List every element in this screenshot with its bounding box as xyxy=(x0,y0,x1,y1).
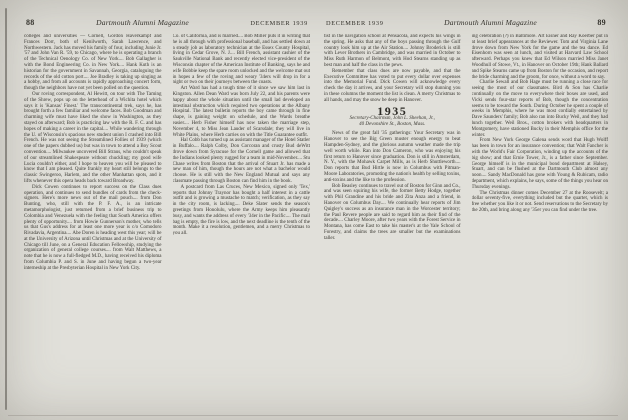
page-right-text-block xyxy=(324,34,608,392)
body-paragraph: Art Ward has had a tough time of it since we saw him last in Kingston. Allen Dean Ward was born July 22, and his parents were happy about the whole situation until the small lad developed an intestinal obstruction which required two operations at the Albany Hospital. The latest bulletin reports the boy came through in fine shape, is gaining weight on schedule, and the Wards breathe easier.... Herb Fisher himself has now taken the marriage step, November 4, to Miss Jean Lauder of Scarsdale; they will live in White Plains, where Herb carries on with the Title Guarantee outfit. xyxy=(172,86,310,138)
officer-line: 40 Devonshire St., Boston, Mass. xyxy=(359,122,426,128)
class-notes-1935 xyxy=(324,131,461,241)
page-right xyxy=(324,18,608,412)
body-paragraph: Dick Cowen continues to report success on the Class dues operation, and continues to send bundles of cards from the check-signers. Here's more news out of the mail pouch.... from Don Bunting, who, still with the P. F. A., is an intricate metamorphologist, just returned from a brief business trip to Colombia and Venezuela with the feeling that South America offers plenty of opportunity.... from Howie Gunnerson's mother, who tells us that Gus's address for at least one more year is c/o Comodoro Rivadavia, Argentina.... Abe Doren is heading west this year; will be at the University of Arizona until Christmas and at the University of Chicago till June, on a General Education Fellowship, studying the organization of general college courses.... from Walt Matthews, a note that he is now a full-fledged M.D., having received his diploma from Columbia P. and S. in June and having begun a two-year interneship at the Presbyterian Hospital in New York City. xyxy=(24,184,162,271)
text-column-2 xyxy=(173,34,311,392)
body-paragraph: Hal Cobb has turned up as assistant manager of the Hotel Statler in Buffalo.... Ralph Colby, Don Corcoran and crusty Bud deWitt drove down from Syracuse for the Cornell game and allowed that the Indians looked plenty rugged for a team in mid-November.... Stu Chase writes from Boston that the arrival of Stuart Jr. has made a new man of him, though the hours are not what a bachelor would choose. He is still with the New England Mutual and says any classmate passing through Boston can find him in the book. xyxy=(172,138,310,184)
class-notes-continued xyxy=(324,34,461,104)
body-paragraph: Co. of California, and is married.... Bob Miller puts it in writing that he is all through with professional baseball, and has settled down at a steady job as laboratory technician at the Essex County Hospital, living in Cedar Grove, N. J.... Bill French, assistant cashier of the Saukville National Bank and recently elected vice-president of the Wisconsin chapter of the American Institute of Banking, says he and wife Bobbie keep the spare room unlocked and the welcome mat out in hopes a few of the roving and weary '34ers will drop in for a night or two on their journeys between the coasts. xyxy=(172,34,310,86)
body-paragraph: ing celebration (?) in Baltimore. Art Eisner and Ray Koerber put in at least brief appearances at the Reviewer. Tom and Virginia Lane drove down from New York for the game and the tea dance. Ed Eisenhorn was seen at lunch, and visited at Harvard Law School afterward. Perhaps you knew that Ed Wilson married Miss Janet Woodhull of Stowe, Vt., in Hanover on October 19th; Hank Ballard and Spike Stearns came up from Boston for the occasion, and report the bride charming and the groom, for once, without a word to say. xyxy=(471,34,608,80)
page-right-header xyxy=(324,18,608,27)
text-column-1 xyxy=(24,34,162,392)
body-paragraph: A postcard from Las Cruces, New Mexico, signed only 'Tex,' reports that Johnny Traynor has bought a half interest in a cattle outfit and is growing a mustache to match; verification, as they say in the city room, is lacking.... Deke Slater sends the season's greetings from Honolulu, where the Army keeps him pleasantly busy, and wants the address of every '34er in the Pacific.... The mail bag is empty, the fire is low, and the next deadline is the tenth of the month. Make it a resolution, gentlemen, and a merry Christmas to you all. xyxy=(172,184,310,237)
page-number-left: 88 xyxy=(26,18,35,27)
page-left-header xyxy=(24,18,310,27)
page-left-text-block xyxy=(24,34,310,392)
body-paragraph: Our roving correspondent, Al Hewitt, on tour with The Taming of the Shrew, pops up on the letterhead of a Wichita hotel which says it is 'Kansas' Finest.' The transcontinental trek, says he, has brought forth a few familiar and welcome faces. Bob Goodman and charming wife must have liked the show in Washington, as they stayed on afterward; Bob is practicing law with the R. F. C. and has hopes of making a career in the capital.... While wandering through the U. of Wisconsin's spacious new student union I crashed into Bill French. He was not seeing the Streamlined Follies of 1939 (which one of the papers dubbed us) but was in town to attend a Boy Scout convention.... Milwaukee uncovered Bill Straus, who couldn't speak of our streamlined Shakespeare without chuckling; my good wife Lucia couldn't either, and I hope to heaven you will be pleased to know that I am pleased. Quite frankly my heart still belongs to the classic Swingeroo, Harlem, and the other Manhattan spots, and it lifts whenever this opera heads back toward Broadway. xyxy=(24,91,162,184)
page-number-right: 89 xyxy=(597,18,606,27)
body-paragraph: tist in the navigation school at Pensacola, and expects his wings in the spring. He asks that any of the boys passing through the Gulf country look him up at the Air Station.... Johnny Broderick is still with Lever Brothers in Cambridge, and was married in October to Miss Ruth Harmon of Belmont, with Hod Stearns standing up as best man and half the class in the pews. xyxy=(324,34,461,68)
page-left xyxy=(24,18,310,412)
class-officers xyxy=(324,116,461,128)
class-year-heading: 1935 xyxy=(377,103,408,118)
text-column-3 xyxy=(324,34,461,392)
body-paragraph: Bob Beasley continues to travel out of Boston for Ginn and Co., and was seen squiring his wife, the former Betty Hodge, together with Phil Grandine and his bride and Zita Anza and a friend, in Hanover on Columbus Day.... We continually hear reports of Jim Quigley's success as an insurance man in the Worcester territory; the Paul Revere people are said to regard him as their find of the decade.... Charley Moore, after two years with the Forest Service in Montana, has come East to take his master's at the Yale School of Forestry, and claims the trees are smaller but the examinations taller. xyxy=(324,183,461,241)
scan-edge-bottom xyxy=(8,415,618,416)
body-paragraph: Charlie Sewall and Bob Hage must be running a close race for seeing the most of our classmates. Bird & Son has Charlie continually on the move to everywhere their boxes are used, and Vicki sends four-star reports of Bob, though the concentration seems to be toward the South. During October he spent a couple of weeks in Memphis, where he was most cordially entertained by Dave Saunders' family; Bob also ran into Bucky Weil, and they had lunch together. Weil Bros., cotton brokers with headquarters in Montgomery, have stationed Bucky in their Memphis office for the winter. xyxy=(471,80,608,138)
text-column-4 xyxy=(472,34,609,392)
scan-edge-left xyxy=(5,8,7,410)
body-paragraph: News of the great fall '35 gatherings: Your Secretary was in Hanover to see the Big Green muster enough energy to beat Hampden-Sydney, and the glorious autumn weather made the trip well worth while. Ran into Don Cameron, who was enjoying his first return to Hanover since graduation. Don is still in Amsterdam, N. Y., with the Mohawk Carpet Mills, as is Herb Shuttleworth.... Don reports that Bud Hirtle is now in Columbus with Pitman-Moore Laboratories, promoting the nation's health by selling toxins, anti-toxins and the like to the profession. xyxy=(324,131,461,183)
body-paragraph: From New York George Galena sends word that Hugh Wolff has been in town for an insurance convention; that Walt Fancher is with the World's Fair Corporation, winding up the accounts of the big show; and that Ernie Tower, Jr., is a father since September. George himself is in the municipal bond department at Halsey, Stuart, and can be flushed at the Dartmouth Club almost any noon.... Sandy MacDonald has gone with Young & Rubicam, radio department, which explains, he says, some of the things you hear on Thursday evenings. xyxy=(471,138,608,190)
issue-date-right: DECEMBER 1939 xyxy=(326,20,384,27)
magazine-title-left: Dartmouth Alumni Magazine xyxy=(96,18,189,27)
magazine-title-right: Dartmouth Alumni Magazine xyxy=(444,18,537,27)
issue-date-left: DECEMBER 1939 xyxy=(250,20,308,27)
body-paragraph: colleges and universities — Cornell, Gordon Haverkampf and Frances Dorr, both of Kenilworth, Sarah Lawrence, and Northwestern. Jack has moved his family of four, including Junie Jr. '57 and John Van R. '59, to Chicago, where he is operating a branch of the Technical Oenology Co. of New York.... Bob Gallagher is with the Bond Engineering Co. in New York.... Hank Kuth is an historian for the government in Savannah, Georgia, cataloguing the records of the old cotton port.... Joe Bradley is taking up singing as a hobby, and from all accounts is rapidly approaching concert form, though the neighbors have not yet been polled on the question. xyxy=(24,34,162,92)
officer-line: Secretary-Chairman, John L. Sheehan, Jr., xyxy=(349,116,435,122)
body-paragraph: Remember that class dues are now payable, and that the Executive Committee has voted to put every dollar over expenses into the Memorial Fund. Dick Cowen will acknowledge every check the day it arrives, and your Secretary will stop dunning you in these columns the moment the list is clean. A merry Christmas to all hands, and may the snow be deep in Hanover. xyxy=(324,68,461,103)
body-paragraph: The Christmas dinner comes December 27 at the Roosevelt; a dollar seventy-five, everything included but the quartet, which is free whether you like it or not. Send reservations to the Secretary by the 20th, and bring along any '35er you can find under the tree. xyxy=(471,190,608,213)
